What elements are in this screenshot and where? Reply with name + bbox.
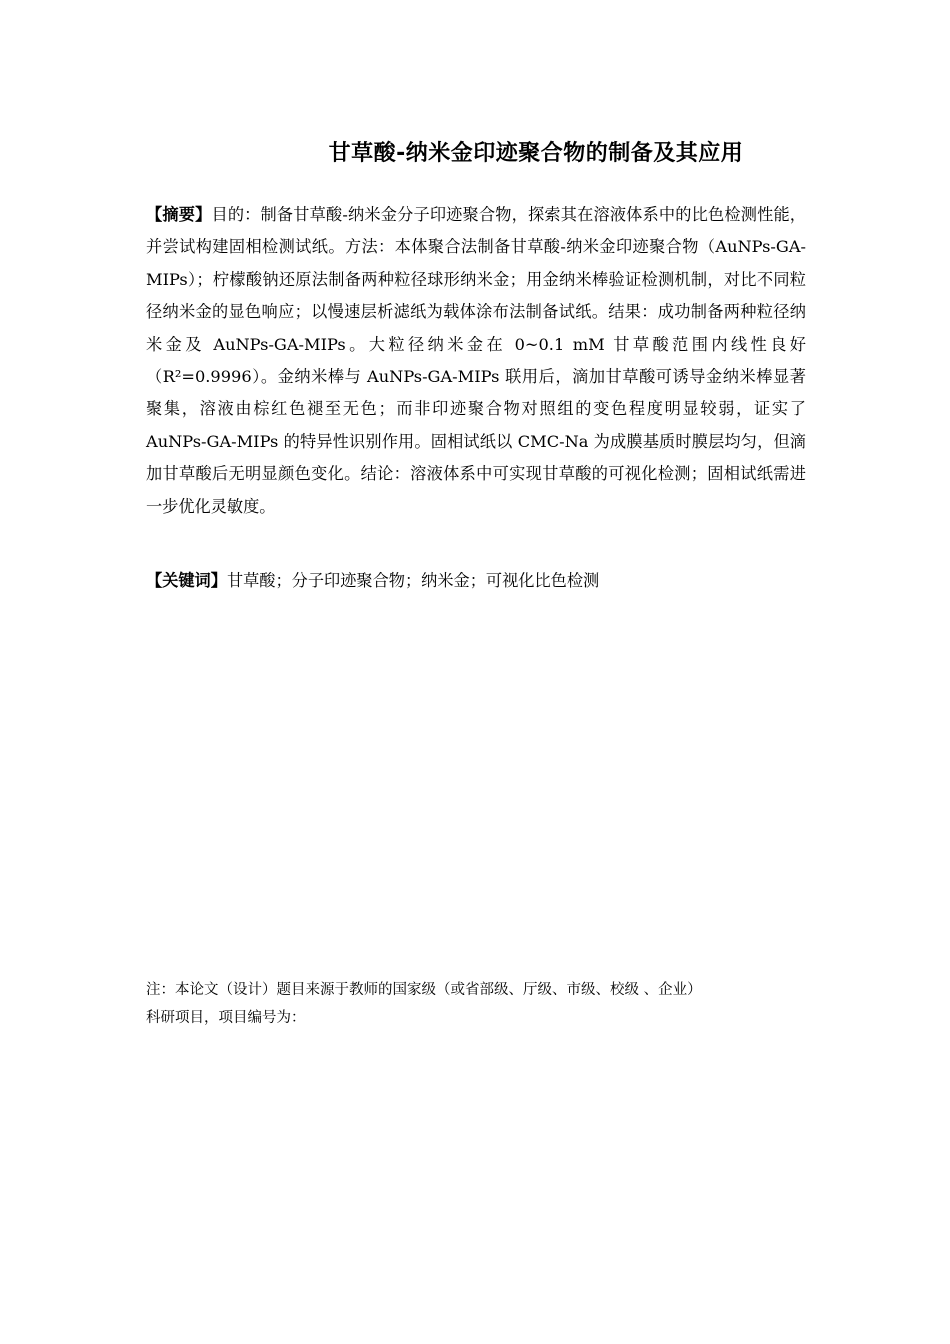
keywords-label: 【关键词】 [146,571,227,590]
abstract-paragraph [146,199,806,523]
abstract-text: 目的：制备甘草酸-纳米金分子印迹聚合物，探索其在溶液体系中的比色检测性能，并尝试构建固相检测试纸。方法：本体聚合法制备甘草酸-纳米金印迹聚合物（AuNPs-GA-MIPs）；柠檬酸钠还原法制备两种粒径球形纳米金；用金纳米棒验证检测机制，对比不同粒径纳米金的显色响应；以慢速层析滤纸为载体涂布法制备试纸。结果：成功制备两种粒径纳米金及 AuNPs-GA-MIPs。大粒径纳米金在 0~0.1 mM 甘草酸范围内线性良好（R²=0.9996）。金纳米棒与 AuNPs-GA-MIPs 联用后，滴加甘草酸可诱导金纳米棒显著聚集，溶液由棕红色褪至无色；而非印迹聚合物对照组的变色程度明显较弱，证实了 AuNPs-GA-MIPs 的特异性识别作用。固相试纸以 CMC-Na 为成膜基质时膜层均匀，但滴加甘草酸后无明显颜色变化。结论：溶液体系中可实现甘草酸的可视化检测；固相试纸需进一步优化灵敏度。 [146,205,806,516]
paper-title: 甘草酸-纳米金印迹聚合物的制备及其应用 [328,141,744,166]
abstract-label: 【摘要】 [146,205,212,224]
source-note-line-2: 科研项目，项目编号为： [146,1010,306,1026]
source-note [146,976,806,1032]
keywords-paragraph [146,565,806,597]
keywords-text: 甘草酸；分子印迹聚合物；纳米金；可视化比色检测 [226,571,600,590]
source-note-line-1: 注：本论文（设计）题目来源于教师的国家级（或省部级、厅级、市级、校级 、企业） [146,982,702,998]
